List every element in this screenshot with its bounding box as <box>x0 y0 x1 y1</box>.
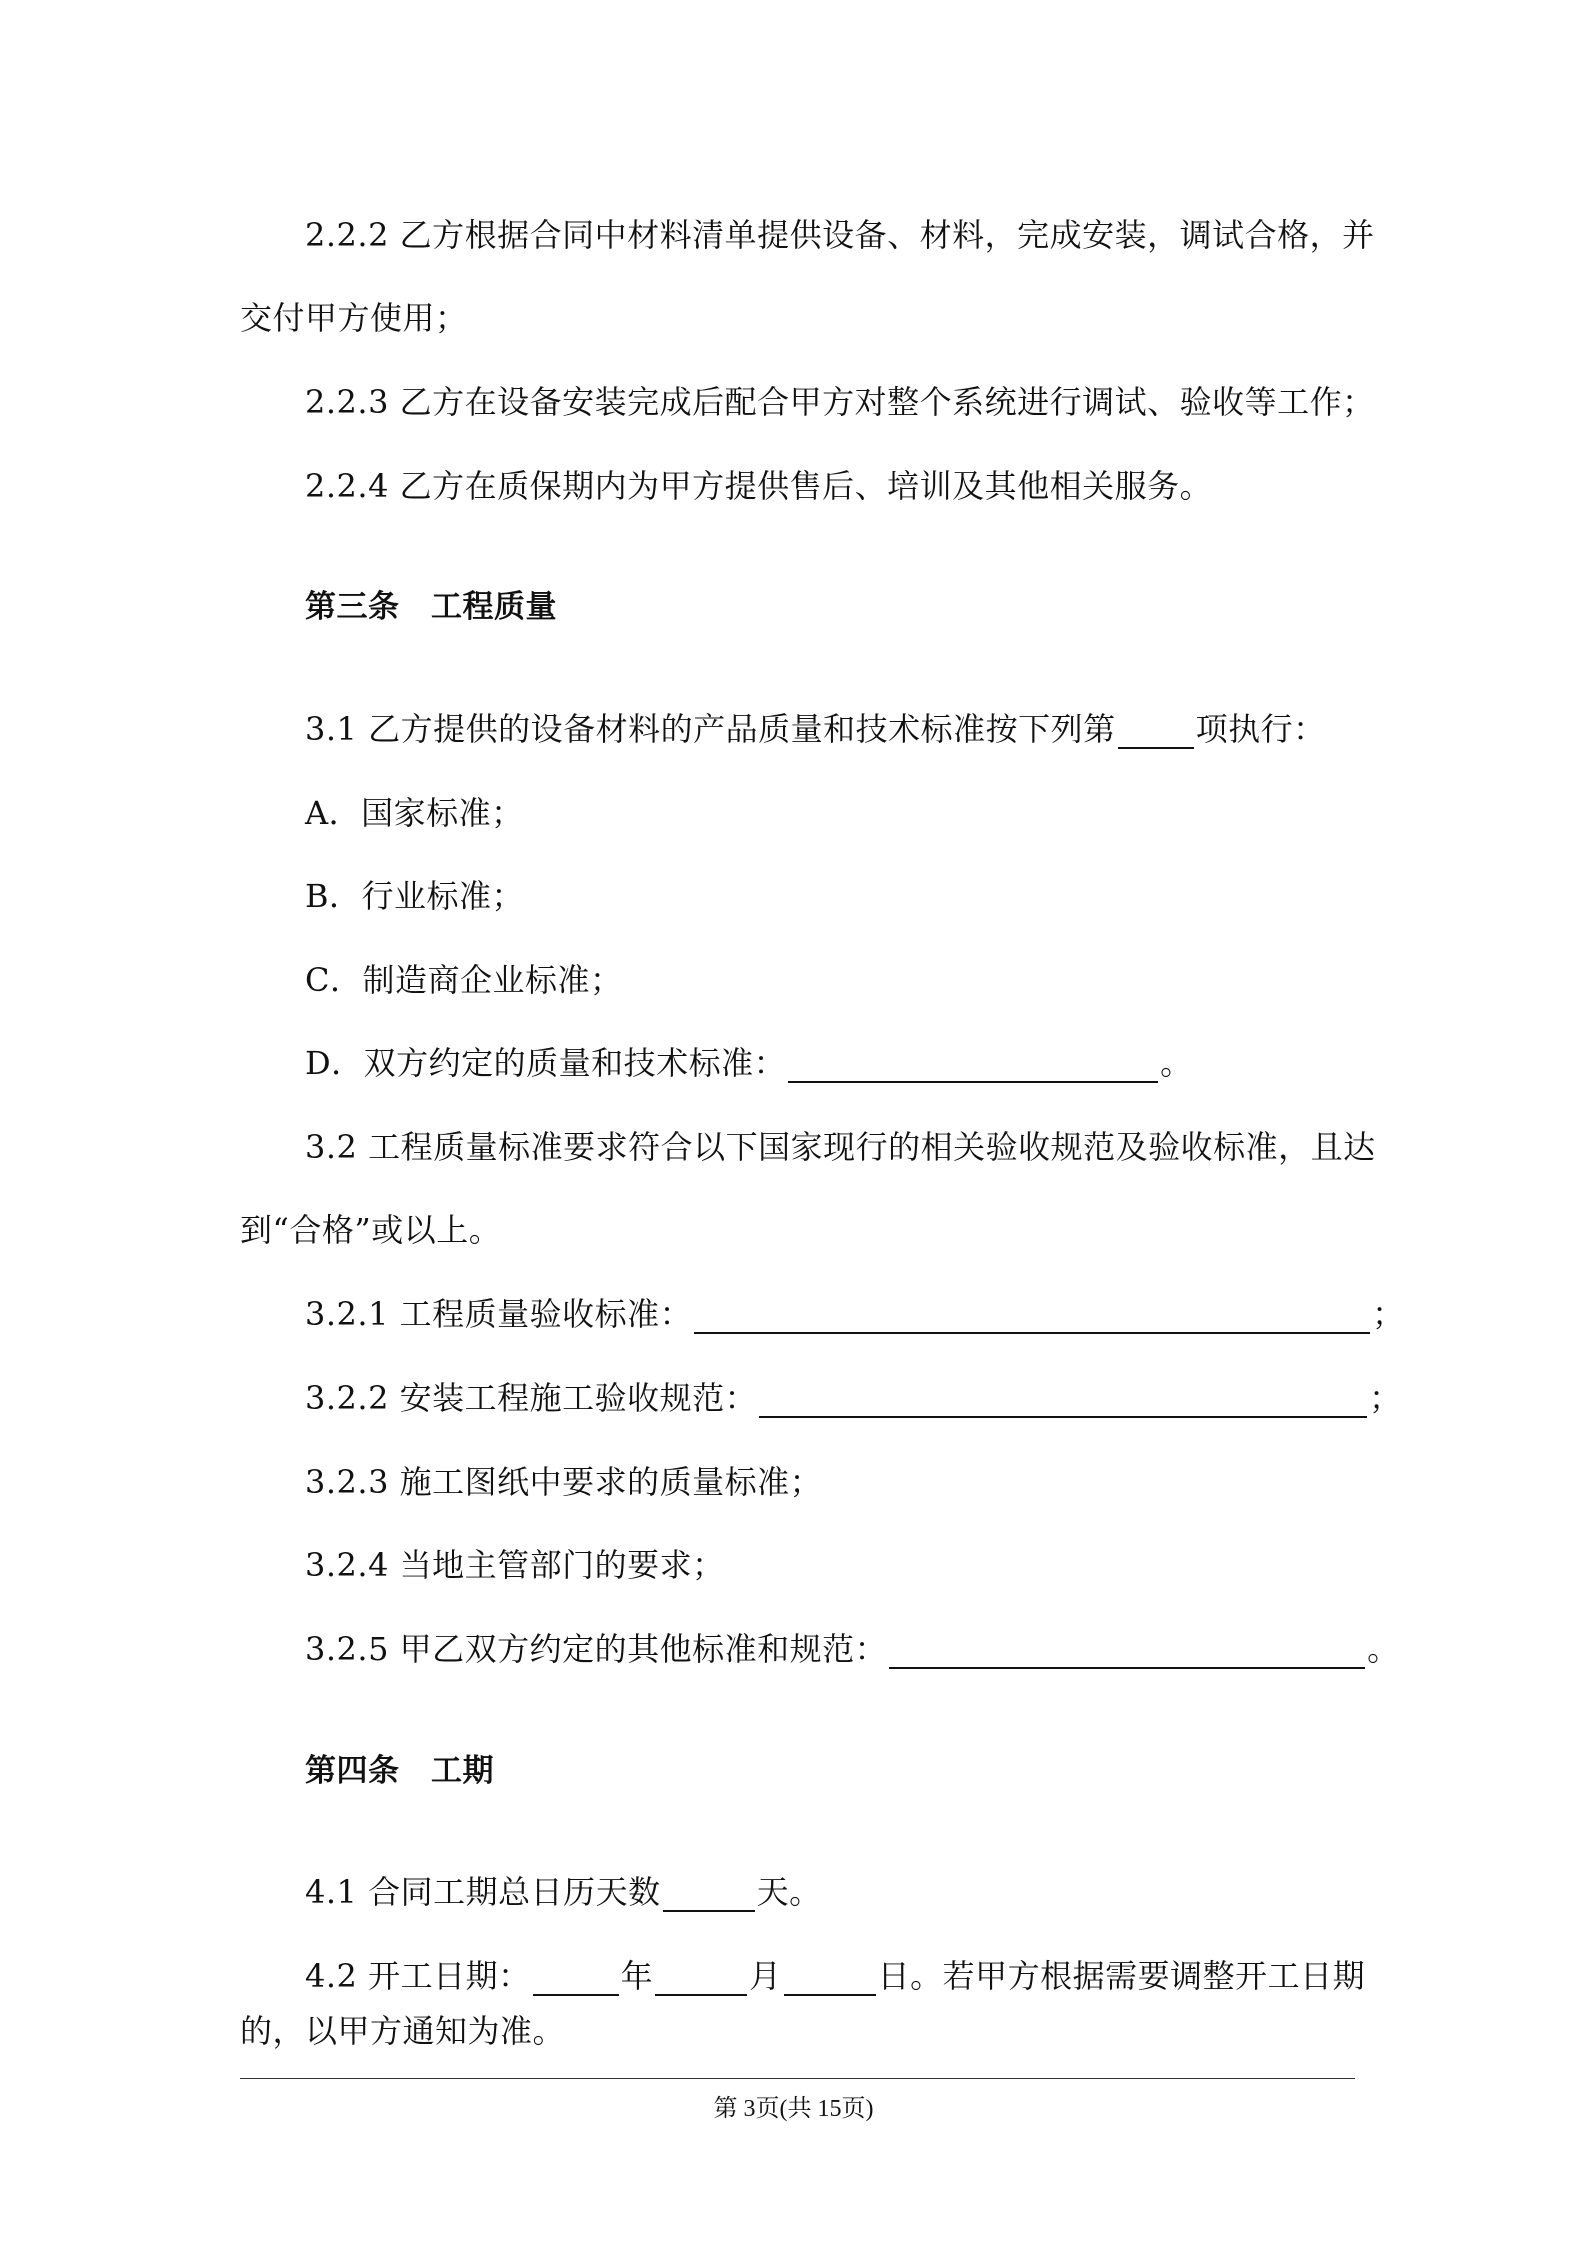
clause-4-2-line1 <box>305 1956 1365 1996</box>
clause-2-2-4: 2.2.4 乙方在质保期内为甲方提供售后、培训及其他相关服务。 <box>305 467 1213 505</box>
option-d-suffix: 。 <box>1160 1044 1193 1082</box>
option-d-blank[interactable] <box>788 1051 1158 1083</box>
start-day-blank[interactable] <box>784 1964 876 1996</box>
clause-3-2-1-blank[interactable] <box>694 1302 1370 1334</box>
clause-3-2-5-text: 3.2.5 甲乙双方约定的其他标准和规范： <box>305 1630 888 1668</box>
clause-2-2-2-line2: 交付甲方使用； <box>240 299 468 337</box>
clause-4-1-text: 4.1 合同工期总日历天数 <box>305 1873 661 1911</box>
start-month-blank[interactable] <box>655 1964 747 1996</box>
clause-4-2-line2: 的，以甲方通知为准。 <box>240 2012 566 2050</box>
year-label: 年 <box>620 1957 654 1995</box>
clause-3-2-3: 3.2.3 施工图纸中要求的质量标准； <box>305 1463 823 1501</box>
option-b: B．行业标准； <box>305 877 525 915</box>
clause-4-1-days-blank[interactable] <box>663 1880 755 1912</box>
clause-4-1-suffix: 天。 <box>756 1873 822 1911</box>
clause-3-2-5-suffix: 。 <box>1367 1630 1400 1668</box>
section-3-heading: 第三条 工程质量 <box>305 589 557 625</box>
clause-2-2-3: 2.2.3 乙方在设备安装完成后配合甲方对整个系统进行调试、验收等工作； <box>305 383 1375 421</box>
clause-3-2-4: 3.2.4 当地主管部门的要求； <box>305 1546 725 1584</box>
clause-4-1 <box>305 1872 822 1912</box>
clause-3-2-1-suffix: ； <box>1372 1295 1405 1333</box>
day-label-rest: 日。若甲方根据需要调整开工日期 <box>877 1957 1366 1995</box>
option-a: A．国家标准； <box>305 794 524 832</box>
page-number: 第 3页(共 15页) <box>713 2096 874 2122</box>
month-label: 月 <box>749 1957 782 1995</box>
clause-3-2-line2: 到“合格”或以上。 <box>240 1211 502 1249</box>
option-d <box>305 1043 1193 1083</box>
clause-3-2-2-text: 3.2.2 安装工程施工验收规范： <box>305 1379 758 1417</box>
clause-3-2-2-suffix: ； <box>1369 1379 1402 1417</box>
clause-3-2-line1: 3.2 工程质量标准要求符合以下国家现行的相关验收规范及验收标准，且达 <box>305 1128 1376 1166</box>
clause-3-2-5 <box>305 1629 1400 1669</box>
clause-3-1-suffix: 项执行： <box>1195 710 1326 748</box>
section-4-heading: 第四条 工期 <box>305 1753 494 1789</box>
clause-3-2-5-blank[interactable] <box>889 1637 1365 1669</box>
clause-3-2-1 <box>305 1294 1405 1334</box>
clause-3-2-1-text: 3.2.1 工程质量验收标准： <box>305 1295 693 1333</box>
start-year-blank[interactable] <box>533 1964 619 1996</box>
clause-3-2-2-blank[interactable] <box>759 1386 1367 1418</box>
option-d-text: D．双方约定的质量和技术标准： <box>305 1044 787 1082</box>
clause-2-2-2-line1: 2.2.2 乙方根据合同中材料清单提供设备、材料，完成安装，调试合格，并 <box>305 216 1375 254</box>
clause-3-1-blank[interactable] <box>1118 717 1194 749</box>
clause-3-1-text: 3.1 乙方提供的设备材料的产品质量和技术标准按下列第 <box>305 710 1116 748</box>
clause-3-1 <box>305 709 1326 749</box>
footer-divider <box>240 2078 1355 2079</box>
option-c: C．制造商企业标准； <box>305 961 623 999</box>
clause-4-2-text: 4.2 开工日期： <box>305 1957 531 1995</box>
clause-3-2-2 <box>305 1378 1402 1418</box>
